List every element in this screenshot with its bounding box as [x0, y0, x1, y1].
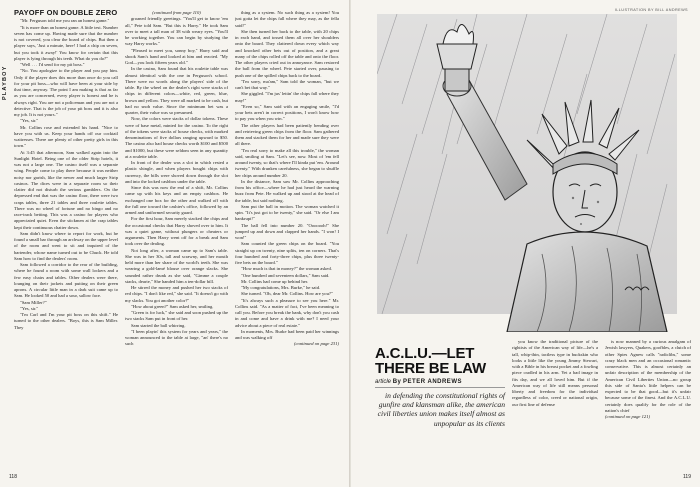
body-paragraph: "It's always such a pleasure to see you here." Mr. Collins said. "As a matter of fact, I've been meaning to call you. Before you break the bank, why don't you cash in and come and have a drink with me? I need your advice about a piece of real estate." [235, 297, 339, 328]
body-paragraph: "I'm sorry, ma'am," Sam told the woman, "but we can't bet that way." [235, 78, 339, 90]
body-paragraph: "I been playin' this system for years and years," the woman announced to the table at large, "an' there's no such [125, 328, 228, 347]
body-paragraph: "One hundred and seventeen dollars," Sam said. [241, 272, 330, 278]
left-column-3 [235, 10, 339, 472]
left-page [0, 0, 349, 487]
article-title-line-1: A.C.L.U.—LET [375, 345, 475, 362]
column-2-text [125, 16, 228, 347]
body-paragraph: She turned. "Oh, dear Mr. Collins. How are you?" [241, 291, 333, 297]
body-paragraph: The ball fell into number 20. "Ooooooh!" She jumped up and down and clapped her hands. "I won! I won!" [235, 222, 339, 240]
body-paragraph: "It is more than an honest game. A little test. Number seven has come up. Having made sure that the number is not covered, you clear the board of chips. But then a player says, 'Just a minute, here! I had a chip on seven, but you took it away!' You know for certain that this player is lying through his teeth. What do you do?" [14, 24, 118, 61]
right-column-2-text [605, 339, 691, 414]
running-head: PLAYBOY [2, 65, 8, 100]
byline-prefix: article [375, 379, 392, 385]
body-paragraph: At 3:45 that afternoon, Sam walked again into the Sunlight Hotel. Being one of the older Strip hotels, it was not a large one. The casino itself was a separate wing. People come to play there because it was neither noisy nor garish, like the newer and much larger Strip casinos. The dices were in a separate room so their clatter did not disturb the serious gamblers. On the depressed end that was the casino floor, there were two craps tables, three 21 tables and three roulette tables. There was no wheel of fortune and no bingo and no race-track betting. This was a casino for players who appreciated quiet. Even the stickmen at the crap tables kept their continuous chatter down. [14, 149, 118, 230]
body-paragraph: "How about green?" Sam asked her, smiling. [131, 303, 214, 309]
right-column-2 [605, 339, 691, 475]
column-3-text [235, 10, 339, 341]
body-paragraph: "Pleased to meet you, sonny boy," Harry said and shook Sam's hand and looked at him and reacted. "My God—you look fifteen years old." [125, 47, 228, 65]
body-paragraph: "Yes, sir." [20, 118, 39, 124]
body-paragraph: "No. You apologize to the player and you pay him. Only if the player does this more than once do you call for your pit boss—who will have been at your side by that time, anyway. The point I am making is that as far as you are concerned, every player is honest and he is always right. You are not a policeman and you are not a detective. That is the job of your pit boss and it is also my job. It is not yours." [14, 68, 118, 117]
byline [375, 379, 505, 385]
body-paragraph: "Well . . . I'd send for my pit boss." [20, 62, 85, 67]
body-paragraph: Sam didn't know where to report for work, but he found a small bar through an archway on the upper level of the room and went to sit and inquired of the bartender, whose name turned out to be Chuck. He told Sam how to find the dealers' room. [14, 230, 118, 261]
body-paragraph: She giggled. "I'm jus' lettin' the chips fall where they may!" [235, 91, 339, 103]
story-headline: PAYOFF ON DOUBLE ZERO [14, 10, 118, 17]
body-paragraph: Now, the colors were stacks of dollar tokens. These were of base metal, minted for the casino. To the right of the tokens were stacks of house checks, with marked denominations of five dollars ranging upward to $50. The casino also had house checks worth $100 and $500 and $1000, but these were seldom seen in any quantity at a roulette table. [125, 116, 228, 159]
body-paragraph: you know the traditional picture of the rightists of the American way of life—he's a tall, whip-thin, tactless type in buckskin who looks a little like the young Jimmy Stewart, with a Bible in his breast pocket and a fowling piece cradled in his arm. Yet a bad image in fits day, and we all loved him. But if the American way of life still means personal liberty and freedom for the individual regardless of color, creed or national origin, our first line of defense [512, 339, 598, 407]
body-paragraph: "Green is for luck," she said and soon pushed up the two stacks Sam put in front of her. [125, 310, 228, 322]
body-paragraph: groaned friendly greetings. "You'll get to know 'em all," Pete told Sam. "But this is Harry." He took Sam over to meet a tall man of 38 with weary eyes. "You'll be working together. You can begin by studying the way Harry works." [125, 16, 228, 47]
title-rule [375, 387, 505, 388]
right-column-1-text [512, 339, 598, 408]
continued-on: (continued on page 121) [605, 414, 651, 419]
body-paragraph: Sam started the ball whirring. [131, 322, 186, 328]
body-paragraph: In the casino, Sam found that his roulette table was almost identical with the one in Ferguson's school. There were no words along the players' side of the table. By the wheel on the dealer's right were stacks of chips in different colors—white, red, green, blue, brown and yellow. They were all marked to be cash, but had no snob value. Since the minimum bet was a quarter, their value was so presumed. [125, 66, 228, 115]
body-paragraph: thing as a system. No such thing as a system! You just gotta let the chips fall where they may, as the fella said!" [235, 10, 339, 28]
body-paragraph: Mr. Collins rose and extended his hand. "Nice to have you with us. Keep your hands off our cocktail waitresses. There are plenty of other pretty girls in this town." [14, 124, 118, 149]
body-paragraph: For the first hour, Sam merely stacked the chips and the occasional checks that Harry shoved over to him. It was a quiet game, without plungers or cheaters or arguments. Then Harry went off for a break and Sam took over the dealing. [125, 216, 228, 247]
body-paragraph: In moments, Mrs. Burke had been paid her winnings and was walking off [235, 328, 339, 340]
body-paragraph: Sam followed a corridor to the rear of the building, where he found a room with some wall lockers and a few easy chairs and tables. Other dealers were there, lounging on their jackets and putting on their green aprons. A circular little man in a dark suit came up to Sam. He looked 50 and had a sour, sallow face. [14, 262, 118, 299]
article-title-block [375, 346, 505, 428]
body-paragraph: Sam put the ball in motion. The woman watched it spin. "It's just got to be twenty," she said. "Or else I am bankrupt!" [235, 203, 339, 222]
body-paragraph: "Yes, sir." [20, 305, 39, 311]
page-number: 118 [9, 474, 17, 480]
left-column-2 [125, 10, 228, 472]
byline-by: By [392, 379, 402, 385]
body-paragraph: The other players had been patiently bending over and retrieving green chips from the floor. Sam gathered them and stacked them for her and made sure they were all there. [235, 122, 339, 147]
body-paragraph: is now manned by a curious amalgam of Jewish lawyers, Quakers, goofbles, a clutch of other Spies Agnew calls "radiclibs," some crazy black men and an occasional romantic conservative. This is almost certainly an unfair description of the membership of the American Civil Liberties Union—no group this side of Santa's little helpers can be expected to be that good—but it's unfair because some of the finest. And the A.C.L.U. certainly does qualify for the role of the nation's chief [605, 339, 691, 413]
body-paragraph: "Mr. Ferguson told me you ran an honest game." [20, 18, 110, 24]
continued-from: (continued from page 110) [152, 10, 201, 15]
body-paragraph: Sam counted the green chips on the board. "You straight up on twenty, nine splits, ten on corners. That's four hundred and forty-three chips, plus three twenty-five bets on the board." [235, 241, 339, 265]
right-column-1 [512, 339, 598, 475]
body-paragraph: "I'm Carl and I'm your pit boss on this shift." He turned to the other dealers. "Boys, this is Sam Miller. They [14, 312, 118, 330]
torch-cup [437, 44, 477, 69]
torch-handle [445, 69, 469, 91]
article-title-line-2: THERE BE LAW [375, 360, 486, 377]
byline-author: PETER ANDREWS [403, 379, 462, 385]
body-paragraph: "My congratulations, Mrs. Burke," he said. [241, 285, 321, 290]
body-paragraph: In front of the dealer was a slot in which rested a plastic shingle, and when players bought chips with currency, the bills were shoved down through the slot and into the locked cashbox under the table. [125, 160, 228, 184]
article-deck: in defending the constitutional rights of gunfire and klansman alike, the american civil liberties union makes itself almost as unpopular as its clients [377, 391, 505, 428]
body-paragraph: Not long after, a woman came up to Sam's table. She was in her 30s, tall and scrawny, and her mouth held more than her share of the world's teeth. She was wearing a gold-lamé blouse over orange slacks. She sounded rather drunk as she said, "Gimme a couple stacks, dearie," She handed him a ten-dollar bill. [125, 247, 228, 284]
body-paragraph: "How much is that in money?" the woman asked. [241, 266, 332, 272]
body-paragraph: "Sam Miller?" [20, 299, 47, 305]
page-number: 119 [683, 474, 691, 480]
body-paragraph: He stirred the money and pushed her two stacks of red chips. "I don't like red," she said. "It doesn't go with my slacks. You got another color?" [125, 285, 228, 303]
statue-robe [507, 232, 667, 332]
body-paragraph: She then turned her back to the table, with 20 chips in each hand, and tossed them all over her shoulders onto the board. They clattered down every which way and knocked other bets out of position, and a great many of the chips rolled off the table and onto the floor. The other players cried out in annoyance. Sam restored the ball from the wheel. Pete started over, pausing to push one of the spilled chips back to the board. [235, 28, 339, 78]
left-column-1 [14, 10, 118, 472]
body-paragraph: Since this was now the end of a shift, Mr. Collins came up with his keys and an empty cashbox. He exchanged one box for the other and walked off with the full one toward the cashier's office, followed by an armed and uniformed security guard. [125, 185, 228, 215]
body-paragraph: "I'm real sorry to make all this trouble," the woman said, smiling at Sam. "Let's see, now. Most of 'em fell around twenty, so that's where I'll kinda put 'em. Around twenty." With drunken carefulness, she began to shuffle her chips around number 20. [235, 147, 339, 178]
column-1-text [14, 18, 118, 331]
statue-of-liberty-illustration [377, 14, 677, 332]
body-paragraph: "Even so," Sam said with an engaging smile, "I'd your bets aren't in correct positions, I won't know how to pay you when you win." [235, 103, 339, 122]
illustration-credit: ILLUSTRATION BY BILL ANDREWS [614, 8, 688, 12]
continued-on: (continued on page 231) [293, 341, 339, 347]
body-paragraph: In the distance, Sam saw Mr. Collins approaching from his office—where he had just heard the warning buzz from Pete. He walked up and stood at the head of the table, but said nothing. [235, 178, 339, 203]
body-paragraph: Mr. Collins had come up behind her. [241, 278, 309, 284]
